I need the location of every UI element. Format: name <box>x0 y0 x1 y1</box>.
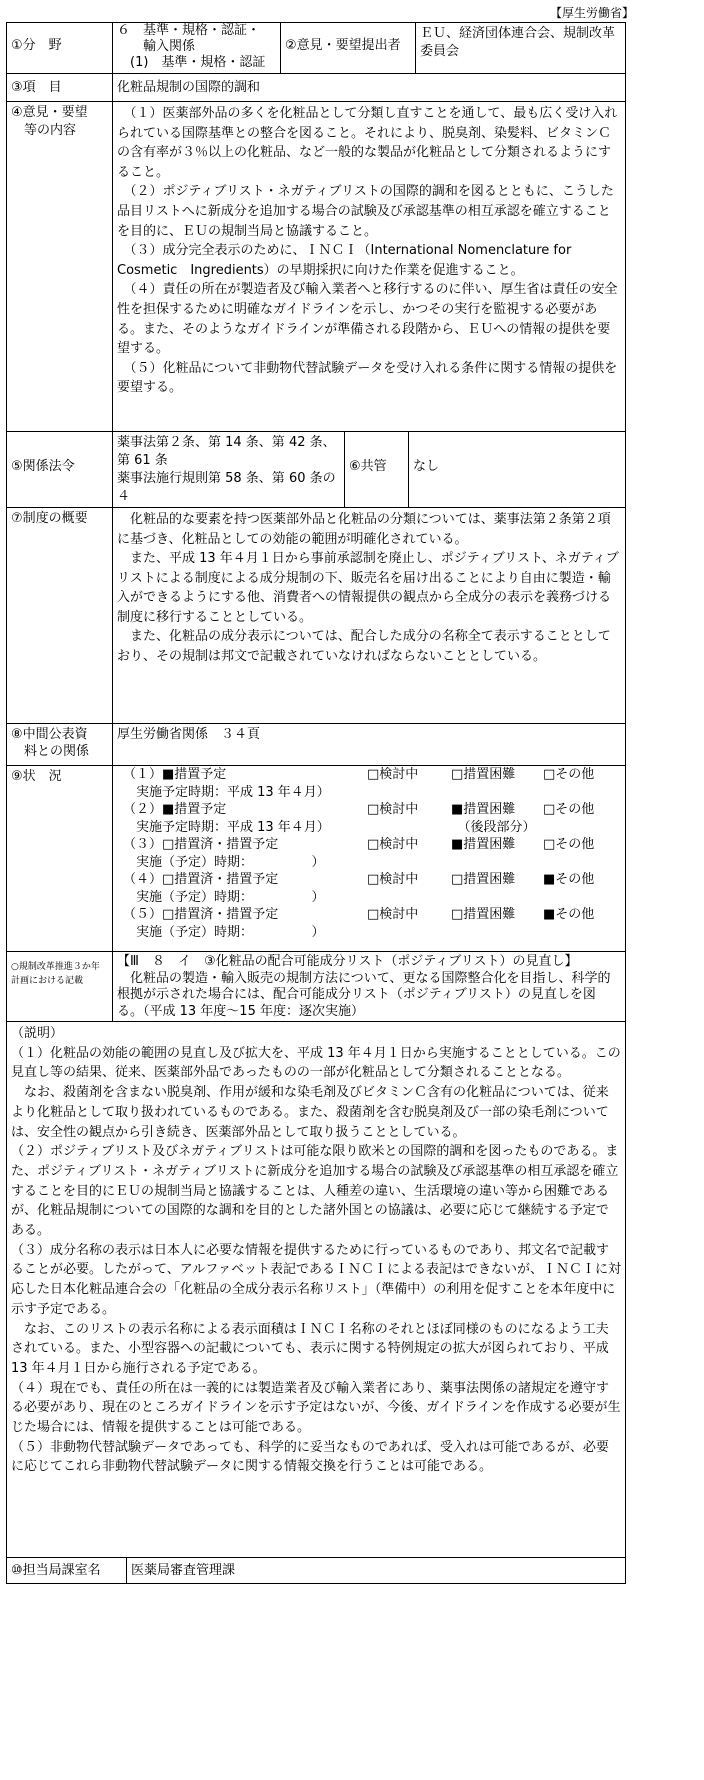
department-value: 医薬局審査管理課 <box>131 1563 236 1578</box>
status-item <box>123 871 621 906</box>
requester-value: ＥＵ、経済団体連合会、規制改革委員会 <box>420 26 616 59</box>
status-item <box>123 906 621 941</box>
explanation-para: （１）化粧品の効能の範囲の見直し及び拡大を、平成 13 年４月１日から実施することとしている。この見直し等の結果、従来、医薬部外品であったものの一部が化粧品として分類されることとなる。 <box>11 1045 621 1081</box>
content-label: ④意見・要望 等の内容 <box>7 102 113 431</box>
status-option-review: □検討中 <box>367 872 419 887</box>
explanation-para: なお、このリストの表示名称による表示面積はＩＮＣＩ名称のそれとほぼ同様のものになるよう工夫されている。また、小型容器への記載についても、表示に関する特例規定の拡大が図られており、平成 13 年４月１日から施行される予定である。 <box>11 1321 613 1376</box>
status-option-other: □その他 <box>543 767 595 782</box>
plan-text: 【Ⅲ ８ イ ③化粧品の配合可能成分リスト（ポジティブリスト）の見直し】 化粧品の製造・輸入販売の規制方法について、更なる国際整合化を目指し、科学的根拠が示された場合には、配合可能成分リスト（ポジティブリスト）の見直しを図る。（平成 13 年度～15 年度：逐次実施） <box>117 954 611 1019</box>
status-option-other: □その他 <box>543 837 595 852</box>
status-option-difficult: □措置困難 <box>451 767 516 782</box>
field-label: ①分 野 <box>7 23 113 73</box>
status-item-text: （１）■措置予定 実施予定時期：平成 13 年４月） <box>123 767 330 800</box>
law-value: 薬事法第２条、第 14 条、第 42 条、第 61 条 薬事法施行規則第 58 条、第 60 条の４ <box>113 432 345 507</box>
status-option-difficult: □措置困難 <box>451 907 516 922</box>
content-body <box>113 102 625 431</box>
content-para: （３）成分完全表示のために、ＩＮＣＩ（International Nomenclature for Cosmetic Ingredients）の早期採択に向けた作業を促進すること。 <box>117 243 576 278</box>
row-content <box>6 102 626 432</box>
system-label: ⑦制度の概要 <box>7 508 113 723</box>
ministry-tag: 【厚生労働省】 <box>549 6 634 20</box>
status-option-other: ■その他 <box>543 907 595 922</box>
department-label: ⑩担当局課室名 <box>7 1558 127 1583</box>
system-para: また、化粧品の成分表示については、配合した成分の名称全て表示することとしており、その規制は邦文で記載されていなければならないこととしている。 <box>117 629 611 664</box>
item-value: 化粧品規制の国際的調和 <box>117 80 261 95</box>
explanation-para: （４）現在でも、責任の所在は一義的には製造業者及び輸入業者にあり、薬事法関係の諸規定を遵守する必要があり、現在のところガイドラインを示す予定はないが、今後、ガイドラインを作成する必要が生じた場合には、情報を提供することは可能である。 <box>11 1380 621 1436</box>
status-label: ⑨状 況 <box>7 766 113 951</box>
status-option-review: □検討中 <box>367 767 419 782</box>
status-option-other: □その他 <box>543 802 595 817</box>
status-option-review: □検討中 <box>367 802 419 817</box>
law-label: ⑤関係法令 <box>7 432 113 507</box>
row-plan <box>6 952 626 1022</box>
content-para: （５）化粧品について非動物代替試験データを受け入れる条件に関する情報の提供を要望する。 <box>117 360 618 396</box>
interim-label: ⑧中間公表資 料との関係 <box>7 724 113 765</box>
jurisdiction-value: なし <box>413 459 440 474</box>
status-item-text: （４）□措置済・措置予定 実施（予定）時期： ） <box>123 872 325 905</box>
jurisdiction-label: ⑥共管 <box>345 432 409 507</box>
explanation-body <box>7 1022 625 1557</box>
row-department <box>6 1558 626 1584</box>
status-item-text: （２）■措置予定 実施予定時期：平成 13 年４月） <box>123 802 330 835</box>
plan-label: ○規制改革推進３か年計画における記載 <box>7 952 113 1021</box>
content-para: （４）責任の所在が製造者及び輸入業者へと移行するのに伴い、厚生省は責任の安全性を担保するために明確なガイドラインを示し、かつその実行を監視する必要がある。また、そのようなガイドラインが準備される段階から、ＥＵへの情報の提供を要望する。 <box>117 282 618 357</box>
document-table <box>6 22 626 1584</box>
system-para: 化粧品的な要素を持つ医薬部外品と化粧品の分類については、薬事法第２条第２項に基づき、化粧品としての効能の範囲が明確化されている。 <box>117 512 611 547</box>
explanation-para: （５）非動物代替試験データであっても、科学的に妥当なものであれば、受入れは可能であるが、必要に応じてこれら非動物代替試験データに関する情報交換を行うことは可能である。 <box>11 1439 609 1475</box>
field-value: ６ 基準・規格・認証・ 輸入関係 (1) 基準・規格・認証 <box>113 23 281 73</box>
status-option-difficult: ■措置困難 <box>451 837 516 852</box>
content-para: （１）医薬部外品の多くを化粧品として分類し直すことを通して、最も広く受け入れられている国際基準との整合を図ること。それにより、脱臭剤、染髪料、ビタミンＣの含有率が３％以上の化粧品、など一般的な製品が化粧品として分類されるようにすること。 <box>117 106 618 180</box>
system-para: また、平成 13 年４月１日から事前承認制を廃止し、ポジティブリスト、ネガティブリストによる制度による成分規制の下、販売名を届け出ることにより自由に製造・輸入ができるようにする他、消費者への情報提供の観点から全成分の表示を義務づける制度に移行することとしている。 <box>117 551 619 625</box>
row-status <box>6 766 626 952</box>
row-system <box>6 508 626 724</box>
status-option-difficult: □措置困難 <box>451 872 516 887</box>
explanation-title: （説明） <box>11 1026 64 1041</box>
row-item <box>6 74 626 102</box>
status-item <box>123 836 621 871</box>
status-option-review: □検討中 <box>367 907 419 922</box>
status-item-text: （５）□措置済・措置予定 実施（予定）時期： ） <box>123 907 325 940</box>
item-label: ③項 目 <box>7 74 113 101</box>
explanation-para: （２）ポジティブリスト及びネガティブリストは可能な限り欧米との国際的調和を図ったものである。また、ポジティブリスト・ネガティブリストに新成分を追加する場合の試験及び承認基準の相互承認を確立することを目的にＥＵの規制当局と協議することは、人種差の違い、生活環境の違い等から困難であるが、化粧品規制についての国際的な調和を目的とした諸外国との協議は、必要に応じて継続する予定である。 <box>11 1144 619 1239</box>
interim-value: 厚生労働省関係 ３４頁 <box>117 727 261 742</box>
status-option-difficult: ■措置困難 （後段部分） <box>451 802 536 835</box>
status-option-review: □検討中 <box>367 837 419 852</box>
status-item-text: （３）□措置済・措置予定 実施（予定）時期： ） <box>123 837 325 870</box>
status-option-other: ■その他 <box>543 872 595 887</box>
row-explanation <box>6 1022 626 1558</box>
status-item <box>123 801 621 836</box>
requester-label: ②意見・要望提出者 <box>281 23 416 73</box>
explanation-para: （３）成分名称の表示は日本人に必要な情報を提供するために行っているものであり、邦文名で記載することが必要。したがって、アルファベット表記であるＩＮＣＩによる表記はできないが、ＩＮＣＩに対応した日本化粧品連合会の「化粧品の全成分表示名称リスト」（準備中）の利用を促すことを本年度中に示す予定である。 <box>11 1242 621 1317</box>
status-body <box>113 766 625 951</box>
status-item <box>123 766 621 801</box>
explanation-para: なお、殺菌剤を含まない脱臭剤、作用が緩和な染毛剤及びビタミンＣ含有の化粧品については、従来より化粧品として取り扱われているものである。また、殺菌剤を含む脱臭剤及び一部の染毛剤については、安全性の観点から引き続き、医薬部外品として取り扱うこととしている。 <box>11 1085 609 1140</box>
row-law <box>6 432 626 508</box>
system-body <box>113 508 625 723</box>
row-interim <box>6 724 626 766</box>
content-para: （２）ポジティブリスト・ネガティブリストの国際的調和を図るとともに、こうした品目リストへに新成分を追加する場合の試験及び承認基準の相互承認を確立することを目的に、ＥＵの規制当局と協議すること。 <box>117 184 614 239</box>
row-field <box>6 22 626 74</box>
